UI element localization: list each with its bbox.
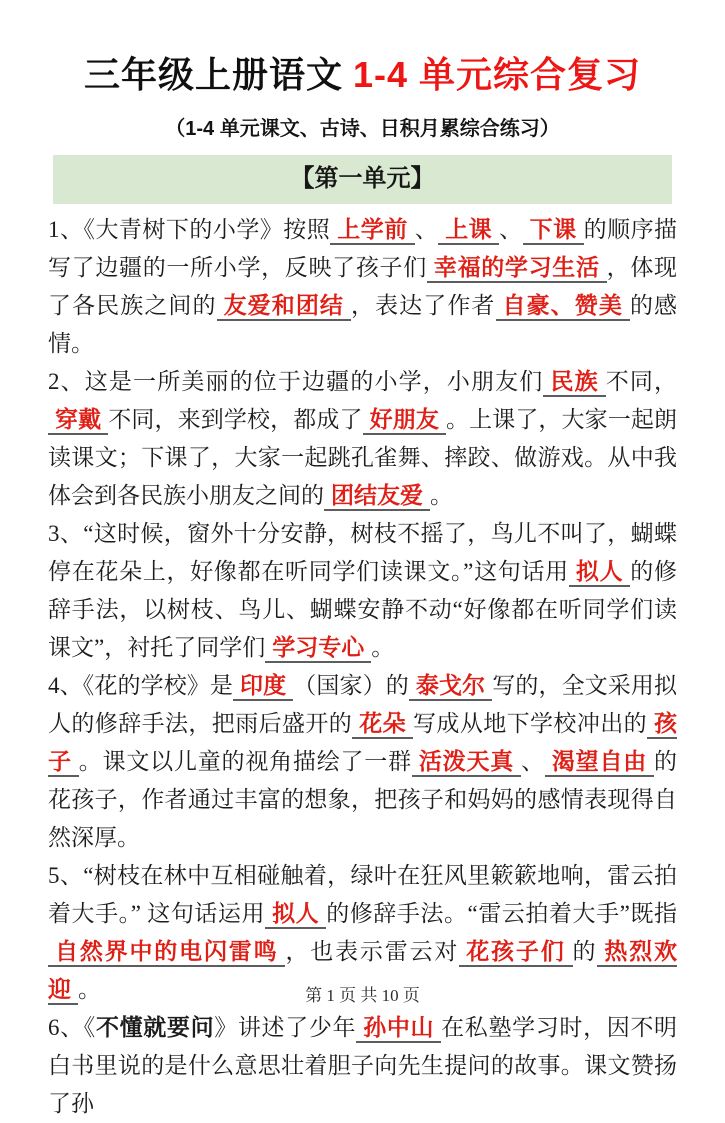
answer-blank: 热烈欢迎 (48, 939, 677, 1005)
text-run: 、 (499, 217, 523, 242)
answer-blank: 好朋友 (363, 407, 446, 435)
text-run: 的顺序描写了边疆的一所小学，反映了孩子们 (48, 217, 678, 280)
question-paragraph (48, 211, 677, 363)
text-run: 的修辞手法，以树枝、鸟儿、蝴蝶安静不动“好像都在听同学们读课文”，衬托了同学们 (48, 559, 677, 660)
question-paragraph (48, 1009, 677, 1123)
text-run: 写的，全文采用拟人的修辞手法，把雨后盛开的 (48, 673, 678, 736)
text-run: 。课文以儿童的视角描绘了一群 (78, 749, 412, 774)
text-run: 、 (521, 749, 545, 774)
answer-blank: 渴望自由 (545, 749, 654, 777)
answer-blank: 花孩子们 (459, 939, 572, 967)
answer-blank: 自豪、赞美 (496, 293, 630, 321)
answer-blank: 上课 (438, 217, 499, 245)
text-run: 1、《大青树下的小学》按照 (48, 217, 331, 242)
text-run: 的花孩子，作者通过丰富的想象，把孩子和妈妈的感情表现得自然深厚。 (48, 749, 678, 850)
question-paragraph (48, 667, 677, 857)
answer-blank: 拟人 (265, 901, 326, 929)
answer-blank: 孙中山 (356, 1015, 441, 1043)
answer-blank: 幸福的学习生活 (427, 255, 607, 283)
answer-blank: 友爱和团结 (217, 293, 351, 321)
page-title-red: 1-4 单元综合复习 (352, 54, 642, 95)
text-run: 5、“树枝在林中互相碰触着，绿叶在狂风里簌簌地响，雷云拍着大手。” 这句话运用 (48, 863, 677, 926)
page-footer: 第 1 页 共 10 页 (305, 986, 420, 1005)
answer-blank: 泰戈尔 (409, 673, 492, 701)
text-run: 。 (371, 635, 395, 660)
text-run: ，体现了各民族之间的 (48, 255, 678, 318)
answer-blank: 民族 (543, 369, 605, 397)
text-run: 、 (414, 217, 439, 242)
text-run: 3、“这时候，窗外十分安静，树枝不摇了，鸟儿不叫了，蝴蝶停在花朵上，好像都在听同学们读课文。”这句话用 (48, 521, 677, 584)
answer-blank: 活泼天真 (412, 749, 521, 777)
answer-blank: 穿戴 (48, 407, 108, 435)
answer-blank: 自然界中的电闪雷鸣 (48, 939, 285, 967)
answer-blank: 孩子 (48, 711, 677, 777)
text-run: 4、《花的学校》是 (48, 673, 234, 698)
question-paragraph (48, 363, 677, 515)
text-run: 不同， (605, 369, 678, 394)
text-run: 的修辞手法。“雷云拍着大手”既指 (326, 901, 677, 926)
text-run: 写成从地下学校冲出的 (413, 711, 648, 736)
text-run: 不同，来到学校，都成了 (108, 407, 363, 432)
page-title-black: 三年级上册语文 (83, 54, 343, 95)
section-banner: 【第一单元】 (53, 155, 672, 204)
text-run: 的 (572, 939, 598, 964)
text-run: 。 (430, 483, 453, 508)
answer-blank: 下课 (523, 217, 584, 245)
page-title (48, 52, 677, 98)
lesson-title-bold: 不懂就要问 (95, 1015, 215, 1040)
answer-blank: 学习专心 (265, 635, 371, 663)
text-run: 。 (78, 977, 101, 1002)
answer-blank: 印度 (233, 673, 293, 701)
text-run: （国家）的 (293, 673, 409, 698)
text-run: ，也表示雷云对 (285, 939, 460, 964)
answer-blank: 拟人 (569, 559, 630, 587)
answer-blank: 上学前 (330, 217, 414, 245)
text-run: 的感情。 (48, 293, 678, 356)
question-paragraph (48, 515, 677, 667)
text-run: 2、这是一所美丽的位于边疆的小学，小朋友们 (48, 369, 544, 394)
answer-blank: 花朵 (352, 711, 413, 739)
text-run: 6、《 (48, 1015, 96, 1040)
text-run: 》讲述了少年 (214, 1015, 357, 1040)
text-run: ，表达了作者 (351, 293, 496, 318)
page-subtitle: （1-4 单元课文、古诗、日积月累综合练习） (165, 118, 560, 140)
text-run: 。上课了，大家一起朗读课文；下课了，大家一起跳孔雀舞、摔跤、做游戏。从中我体会到各民族小朋友之间的 (48, 407, 678, 508)
text-run: 在私塾学习时，因不明白书里说的是什么意思壮着胆子向先生提问的故事。课文赞扬了孙 (48, 1015, 678, 1116)
answer-blank: 团结友爱 (324, 483, 430, 511)
